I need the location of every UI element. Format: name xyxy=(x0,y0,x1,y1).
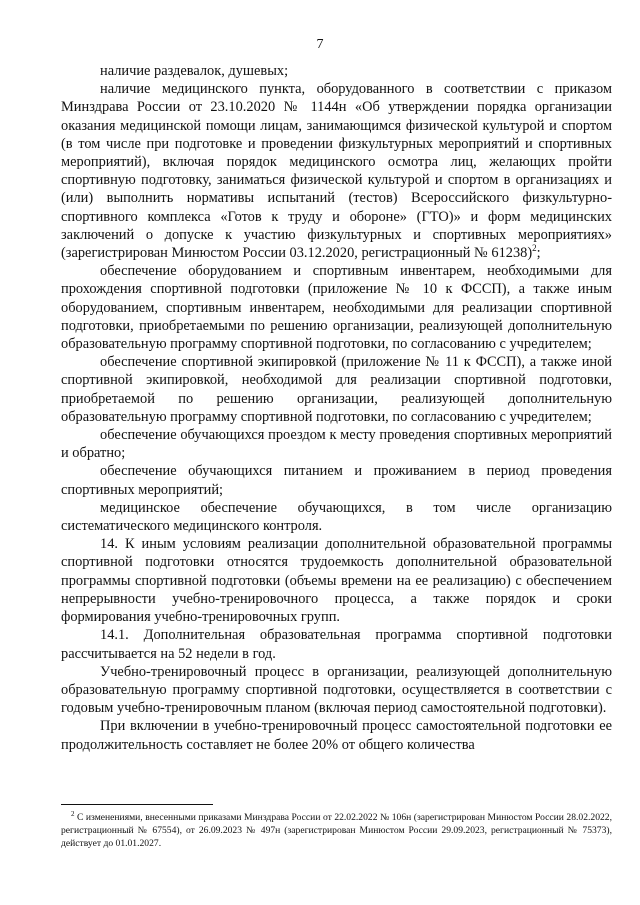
paragraph: Учебно-тренировочный процесс в организации, реализующей дополнительную образовательную программу спортивной подготовки, осуществляется в соответствии с годовым учебно-тренировочным планом (включая период самостоятельной подготовки). xyxy=(61,663,612,717)
paragraph: медицинское обеспечение обучающихся, в том числе организацию систематического медицинского контроля. xyxy=(61,499,612,535)
footnote-reference: 2 xyxy=(532,243,537,254)
paragraph: наличие раздевалок, душевых; xyxy=(100,63,289,79)
paragraph: При включении в учебно-тренировочный процесс самостоятельной подготовки ее продолжительность составляет не более 20% от общего количества xyxy=(61,718,612,753)
paragraph: обеспечение спортивной экипировкой (приложение № 11 к ФССП), а также иной спортивной экипировкой, необходимой для реализации спортивной подготовки, приобретаемой по решению организации, реализующей дополнительную образовательную программу спортивной подготовки, по согласованию с учредителем; xyxy=(61,354,612,425)
paragraph: 14. К иным условиям реализации дополнительной образовательной программы спортивной подготовки относятся трудоемкость дополнительной образовательной программы спортивной подготовки (объемы времени на ее реализацию) с обеспечением непрерывности учебно-тренировочного процесса, а также порядок и сроки формирования учебно-тренировочных групп. xyxy=(61,536,612,626)
page-number: 7 xyxy=(316,37,324,52)
paragraph: обеспечение обучающихся питанием и проживанием в период проведения спортивных мероприятий; xyxy=(61,463,612,498)
body-text xyxy=(61,62,612,754)
footnote-marker: 2 xyxy=(71,809,75,818)
footnote xyxy=(61,811,612,851)
footnote-text: С изменениями, внесенными приказами Минздрава России от 22.02.2022 № 106н (зарегистрирован Минюстом России 28.02.2022, регистрационный № 67554), от 26.09.2023 № 497н (зарегистрирован Минюстом России 29.09.2023, регистрационный № 75373), действует до 01.01.2027. xyxy=(61,812,612,850)
paragraph: обеспечение оборудованием и спортивным инвентарем, необходимыми для прохождения спортивной подготовки (приложение № 10 к ФССП), а также иным оборудованием, спортивным инвентарем, необходимыми для реализации спортивной подготовки, приобретаемыми по решению организации, реализующей дополнительную образовательную программу спортивной подготовки, по согласованию с учредителем; xyxy=(61,263,612,353)
paragraph-with-footnote xyxy=(61,80,612,262)
paragraph: обеспечение обучающихся проездом к месту проведения спортивных мероприятий и обратно; xyxy=(61,427,612,462)
paragraph-text: наличие медицинского пункта, оборудованного в соответствии с приказом Минздрава России от 23.10.2020 № 1144н «Об утверждении порядка организации оказания медицинской помощи лицам, занимающимся физической культурой и спортом (в том числе при подготовке и проведении физкультурных мероприятий и спортивных мероприятий), включая порядок медицинского осмотра лиц, желающих пройти спортивную подготовку, заниматься физической культурой и спортом в организациях и (или) выполнить нормативы испытаний (тестов) Всероссийского физкультурно-спортивного комплекса «Готов к труду и обороне» (ГТО)» и форм медицинских заключений о допуске к участию физкультурных и спортивных мероприятиях» (зарегистрирован Минюстом России 03.12.2020, регистрационный № 61238) xyxy=(61,81,612,262)
punctuation: ; xyxy=(536,245,541,262)
paragraph: 14.1. Дополнительная образовательная программа спортивной подготовки рассчитывается на 52 недели в год. xyxy=(61,627,612,662)
footnote-separator xyxy=(61,804,213,805)
